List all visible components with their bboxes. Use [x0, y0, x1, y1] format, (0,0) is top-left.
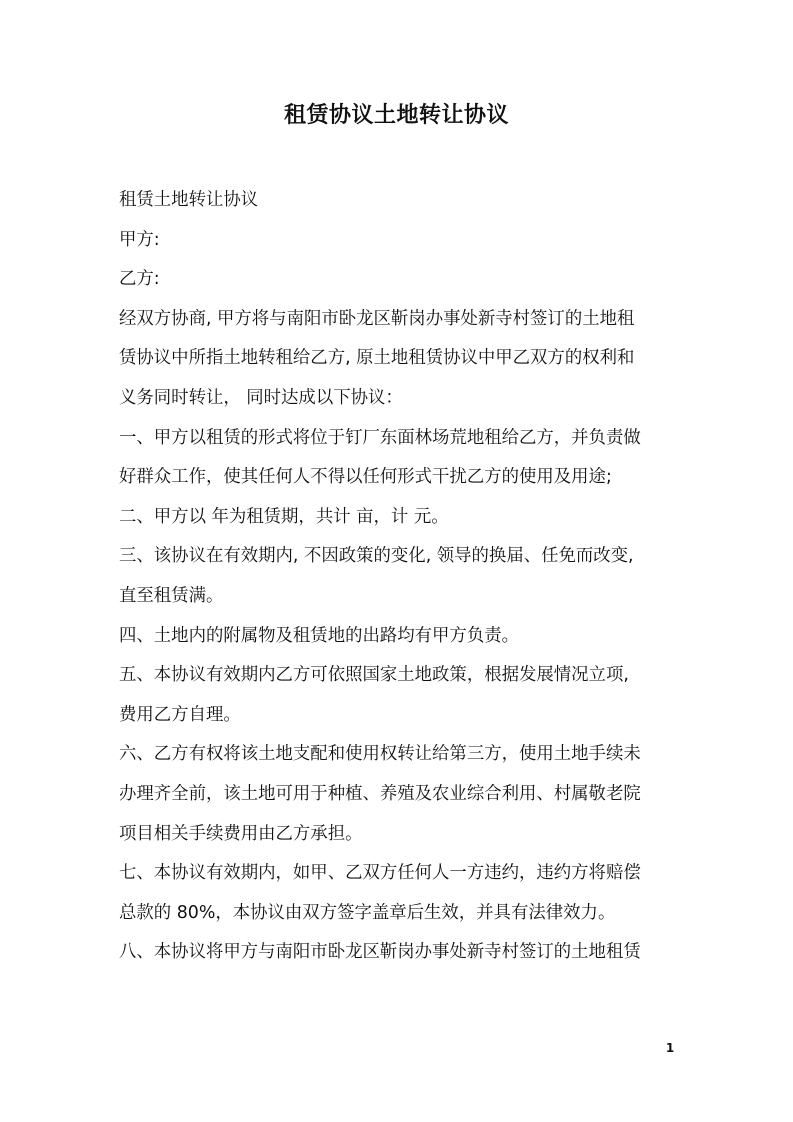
party-b-line: 乙方: — [119, 269, 160, 290]
document-title: 租赁协议土地转让协议 — [283, 103, 509, 128]
clause-line: 七、本协议有效期内，如甲、乙双方任何人一方违约，违约方将赔偿 — [119, 863, 641, 884]
heading-line: 租赁土地转让协议 — [119, 190, 259, 210]
clause-line: 一、甲方以租赁的形式将位于钉厂东面林场荒地租给乙方，并负责做 — [119, 427, 641, 448]
party-a-line: 甲方: — [119, 229, 160, 250]
text-line: 义务同时转让， 同时达成以下协议： — [119, 387, 403, 408]
clause-line: 总款的 80%，本协议由双方签字盖章后生效，并具有法律效力。 — [119, 902, 616, 923]
clause-line: 办理齐全前，该土地可用于种植、养殖及农业综合利用、村属敬老院 — [119, 783, 641, 804]
clause-line: 五、本协议有效期内乙方可依照国家土地政策，根据发展情况立项, — [119, 665, 629, 686]
clause-line: 二、甲方以 年为租赁期，共计 亩，计 元。 — [119, 506, 449, 527]
clause-line: 好群众工作，使其任何人不得以任何形式干扰乙方的使用及用途; — [119, 467, 612, 488]
clause-line: 六、乙方有权将该土地支配和使用权转让给第三方，使用土地手续未 — [119, 744, 641, 765]
text-line: 经双方协商, 甲方将与南阳市卧龙区靳岗办事处新寺村签订的土地租 — [119, 308, 635, 329]
document-body — [119, 181, 679, 973]
clause-line: 项目相关手续费用由乙方承担。 — [119, 823, 363, 844]
clause-line: 四、土地内的附属物及租赁地的出路均有甲方负责。 — [119, 625, 519, 646]
clause-line: 八、本协议将甲方与南阳市卧龙区靳岗办事处新寺村签订的土地租赁 — [119, 942, 641, 963]
clause-line: 费用乙方自理。 — [119, 704, 241, 725]
clause-line: 三、该协议在有效期内, 不因政策的变化, 领导的换届、任免而改变, — [119, 546, 634, 567]
page-number: 1 — [665, 1041, 675, 1055]
clause-line: 直至租赁满。 — [119, 585, 224, 606]
text-line: 赁协议中所指土地转租给乙方, 原土地租赁协议中甲乙双方的权利和 — [119, 348, 635, 369]
